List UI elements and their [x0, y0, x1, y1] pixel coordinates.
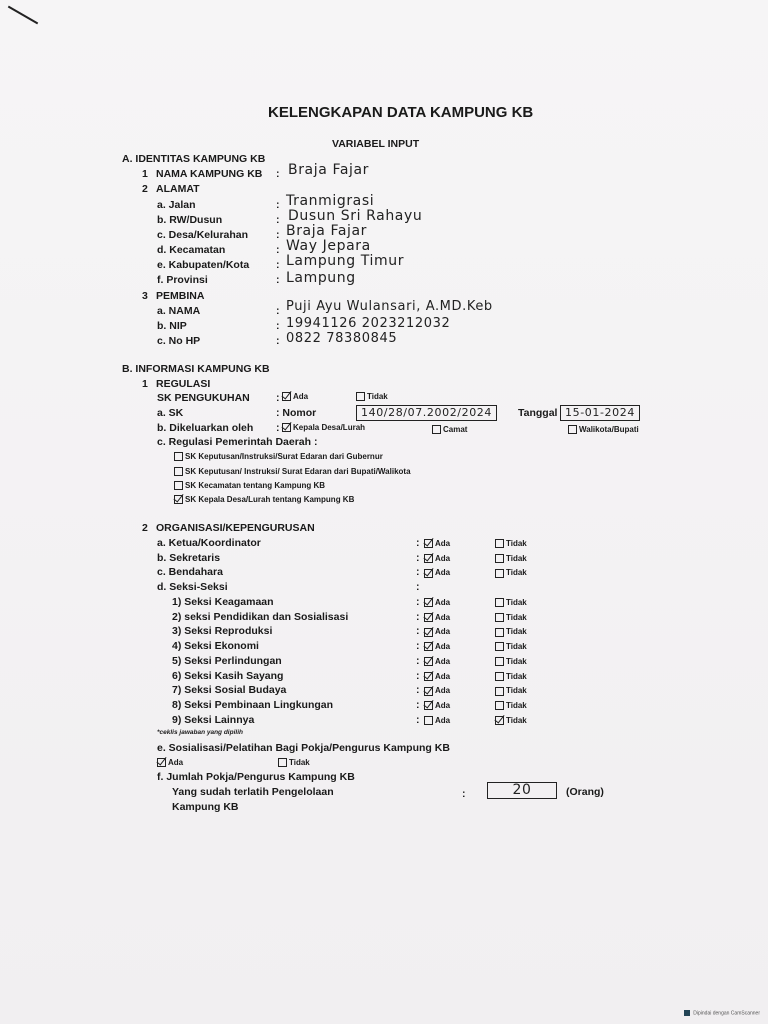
document-subtitle: VARIABEL INPUT — [332, 138, 420, 150]
nomor-label: : Nomor — [276, 407, 317, 419]
org-tidak-option[interactable]: Tidak — [495, 672, 527, 681]
checkbox-empty-icon[interactable] — [495, 554, 504, 563]
pen-mark — [8, 6, 38, 25]
checkbox-checked-icon[interactable] — [424, 569, 433, 578]
org-ada-option[interactable]: Ada — [424, 686, 450, 695]
nama-value: Braja Fajar — [288, 162, 370, 178]
reg-opt-kecamatan[interactable]: SK Kecamatan tentang Kampung KB — [174, 481, 325, 490]
section-b-heading: B. INFORMASI KAMPUNG KB — [122, 363, 270, 375]
pembina-label: PEMBINA — [156, 290, 205, 302]
colon: : — [276, 392, 280, 404]
scanner-watermark: Dipindai dengan CamScanner — [684, 1010, 760, 1016]
colon: : — [416, 581, 420, 594]
colon: : — [416, 640, 420, 653]
sk-pengukuhan-label: SK PENGUKUHAN — [157, 392, 250, 404]
pembina-nama-label: a. NAMA — [157, 305, 201, 317]
checkbox-empty-icon[interactable] — [495, 613, 504, 622]
sosialisasi-ada[interactable]: Ada — [157, 758, 183, 767]
colon: : — [276, 244, 280, 256]
nip-value: 19941126 2023212032 — [286, 316, 451, 331]
reg-opt-gubernur[interactable]: SK Keputusan/Instruksi/Surat Edaran dari Gubernur — [174, 452, 383, 461]
colon: : — [276, 274, 280, 286]
org-ada-option[interactable]: Ada — [424, 672, 450, 681]
checkbox-empty-icon[interactable] — [495, 628, 504, 637]
checkbox-checked-icon[interactable] — [424, 642, 433, 651]
org-ada-option[interactable]: Ada — [424, 657, 450, 666]
provinsi-label: f. Provinsi — [157, 274, 208, 286]
org-row-label: a. Ketua/Koordinator — [157, 537, 261, 549]
kabupaten-value: Lampung Timur — [286, 253, 405, 269]
footnote: *ceklis jawaban yang dipilih — [157, 729, 243, 736]
org-row-label: c. Bendahara — [157, 566, 223, 579]
org-tidak-option[interactable]: Tidak — [495, 539, 527, 548]
regulasi-pemda-label: c. Regulasi Pemerintah Daerah : — [157, 436, 318, 448]
checkbox-empty-icon[interactable] — [495, 598, 504, 607]
org-row-label: 3) Seksi Reproduksi — [172, 625, 273, 638]
colon: : — [276, 199, 280, 211]
org-row-label: 2) seksi Pendidikan dan Sosialisasi — [172, 610, 349, 623]
checkbox-checked-icon[interactable] — [495, 716, 504, 725]
org-ada-option[interactable]: Ada — [424, 716, 450, 725]
pembina-nama-value: Puji Ayu Wulansari, A.MD.Keb — [286, 299, 493, 314]
org-tidak-option[interactable]: Tidak — [495, 701, 527, 710]
checkbox-empty-icon[interactable] — [495, 569, 504, 578]
reg-opt-bupati[interactable]: SK Keputusan/ Instruksi/ Surat Edaran dari Bupati/Walikota — [174, 467, 411, 476]
checkbox-checked-icon[interactable] — [157, 758, 166, 767]
org-ada-option[interactable]: Ada — [424, 627, 450, 636]
org-tidak-option[interactable]: Tidak — [495, 716, 527, 725]
alamat-num: 2 — [142, 183, 148, 195]
org-row-label: 5) Seksi Perlindungan — [172, 654, 282, 667]
checkbox-empty-icon[interactable] — [174, 467, 183, 476]
colon: : — [276, 335, 280, 347]
checkbox-checked-icon[interactable] — [424, 539, 433, 548]
checkbox-checked-icon[interactable] — [174, 495, 183, 504]
org-row-label: 9) Seksi Lainnya — [172, 713, 255, 726]
checkbox-empty-icon[interactable] — [432, 425, 441, 434]
dikeluarkan-label: b. Dikeluarkan oleh — [157, 422, 254, 434]
colon: : — [416, 551, 420, 564]
colon: : — [416, 610, 420, 623]
checkbox-checked-icon[interactable] — [424, 687, 433, 696]
sk-ada-option[interactable]: Ada — [282, 392, 308, 401]
checkbox-empty-icon[interactable] — [568, 425, 577, 434]
nomor-value: 140/28/07.2002/2024 — [356, 405, 497, 421]
checkbox-empty-icon[interactable] — [278, 758, 287, 767]
checkbox-empty-icon[interactable] — [495, 657, 504, 666]
opt-walikota[interactable]: Walikota/Bupati — [568, 425, 639, 434]
jumlah-label-3: Kampung KB — [172, 801, 239, 813]
org-row-label: 4) Seksi Ekonomi — [172, 640, 259, 653]
sk-tidak-option[interactable]: Tidak — [356, 392, 388, 401]
checkbox-checked-icon[interactable] — [424, 613, 433, 622]
checkbox-empty-icon[interactable] — [495, 701, 504, 710]
org-row-label: 8) Seksi Pembinaan Lingkungan — [172, 698, 334, 711]
checkbox-empty-icon[interactable] — [356, 392, 365, 401]
rw-value: Dusun Sri Rahayu — [288, 208, 423, 224]
reg-opt-kepala-desa[interactable]: SK Kepala Desa/Lurah tentang Kampung KB — [174, 495, 354, 504]
jumlah-label-2: Yang sudah terlatih Pengelolaan — [172, 786, 334, 798]
org-ada-option[interactable]: Ada — [424, 642, 450, 651]
nama-label: NAMA KAMPUNG KB — [156, 168, 263, 180]
colon: : — [276, 259, 280, 271]
tanggal-value: 15-01-2024 — [560, 405, 640, 421]
hp-label: c. No HP — [157, 335, 201, 347]
colon: : — [276, 168, 280, 180]
colon: : — [462, 788, 466, 800]
checkbox-empty-icon[interactable] — [174, 452, 183, 461]
colon: : — [416, 537, 420, 549]
checkbox-checked-icon[interactable] — [282, 392, 291, 401]
colon: : — [276, 305, 280, 317]
regulasi-num: 1 — [142, 378, 148, 390]
checkbox-checked-icon[interactable] — [424, 657, 433, 666]
checkbox-checked-icon[interactable] — [424, 672, 433, 681]
colon: : — [416, 713, 420, 726]
org-row-label: b. Sekretaris — [157, 551, 221, 564]
checkbox-checked-icon[interactable] — [424, 554, 433, 563]
org-ada-option[interactable]: Ada — [424, 539, 450, 548]
orang-label: (Orang) — [566, 786, 604, 798]
org-row-label: 1) Seksi Keagamaan — [172, 596, 274, 608]
alamat-label: ALAMAT — [156, 183, 200, 195]
checkbox-empty-icon[interactable] — [174, 481, 183, 490]
org-row-label: 6) Seksi Kasih Sayang — [172, 669, 284, 682]
org-tidak-option[interactable]: Tidak — [495, 554, 527, 563]
checkbox-checked-icon[interactable] — [424, 628, 433, 637]
opt-kepala[interactable]: Kepala Desa/Lurah — [282, 423, 365, 432]
checkbox-empty-icon[interactable] — [424, 716, 433, 725]
sk-label: a. SK — [157, 407, 184, 419]
colon: : — [416, 596, 420, 608]
colon: : — [416, 654, 420, 667]
colon: : — [416, 669, 420, 682]
sosialisasi-tidak[interactable]: Tidak — [278, 758, 310, 767]
kecamatan-label: d. Kecamatan — [157, 244, 226, 256]
org-row-label: 7) Seksi Sosial Budaya — [172, 684, 287, 697]
colon: : — [416, 625, 420, 638]
jumlah-value: 20 — [487, 782, 557, 799]
kecamatan-value: Way Jepara — [286, 238, 371, 254]
org-tidak-option[interactable]: Tidak — [495, 613, 527, 622]
pembina-num: 3 — [142, 290, 148, 302]
nip-label: b. NIP — [157, 320, 187, 332]
org-tidak-option[interactable]: Tidak — [495, 642, 527, 651]
tanggal-label: Tanggal — [518, 407, 558, 419]
rw-label: b. RW/Dusun — [157, 214, 223, 226]
colon: : — [276, 320, 280, 332]
provinsi-value: Lampung — [286, 270, 356, 286]
checkbox-empty-icon[interactable] — [495, 539, 504, 548]
checkbox-empty-icon[interactable] — [495, 687, 504, 696]
org-ada-option[interactable]: Ada — [424, 701, 450, 710]
org-ada-option[interactable]: Ada — [424, 568, 450, 577]
section-a-heading: A. IDENTITAS KAMPUNG KB — [122, 153, 266, 165]
org-tidak-option[interactable]: Tidak — [495, 598, 527, 607]
document-title: KELENGKAPAN DATA KAMPUNG KB — [268, 104, 534, 121]
kabupaten-label: e. Kabupaten/Kota — [157, 259, 250, 271]
organisasi-label: ORGANISASI/KEPENGURUSAN — [156, 522, 315, 534]
org-ada-option[interactable]: Ada — [424, 554, 450, 563]
checkbox-checked-icon[interactable] — [282, 423, 291, 432]
nama-num: 1 — [142, 168, 148, 180]
organisasi-num: 2 — [142, 522, 148, 534]
org-tidak-option[interactable]: Tidak — [495, 627, 527, 636]
sosialisasi-label: e. Sosialisasi/Pelatihan Bagi Pokja/Pengurus Kampung KB — [157, 742, 450, 754]
colon: : — [276, 229, 280, 241]
colon: : — [416, 698, 420, 711]
hp-value: 0822 78380845 — [286, 331, 398, 346]
org-ada-option[interactable]: Ada — [424, 598, 450, 607]
checkbox-empty-icon[interactable] — [495, 672, 504, 681]
desa-label: c. Desa/Kelurahan — [157, 229, 249, 241]
opt-camat[interactable]: Camat — [432, 425, 467, 434]
desa-value: Braja Fajar — [286, 223, 368, 239]
jalan-value: Tranmigrasi — [286, 193, 375, 209]
colon: : — [416, 566, 420, 579]
colon: : — [276, 422, 280, 434]
org-tidak-option[interactable]: Tidak — [495, 686, 527, 695]
checkbox-checked-icon[interactable] — [424, 701, 433, 710]
checkbox-checked-icon[interactable] — [424, 598, 433, 607]
colon: : — [416, 684, 420, 697]
org-tidak-option[interactable]: Tidak — [495, 657, 527, 666]
jalan-label: a. Jalan — [157, 199, 196, 211]
org-tidak-option[interactable]: Tidak — [495, 568, 527, 577]
jumlah-label-1: f. Jumlah Pokja/Pengurus Kampung KB — [157, 771, 355, 783]
colon: : — [276, 214, 280, 226]
camscanner-icon — [684, 1010, 690, 1016]
regulasi-label: REGULASI — [156, 378, 211, 390]
org-ada-option[interactable]: Ada — [424, 613, 450, 622]
org-row-label: d. Seksi-Seksi — [157, 581, 228, 594]
checkbox-empty-icon[interactable] — [495, 642, 504, 651]
